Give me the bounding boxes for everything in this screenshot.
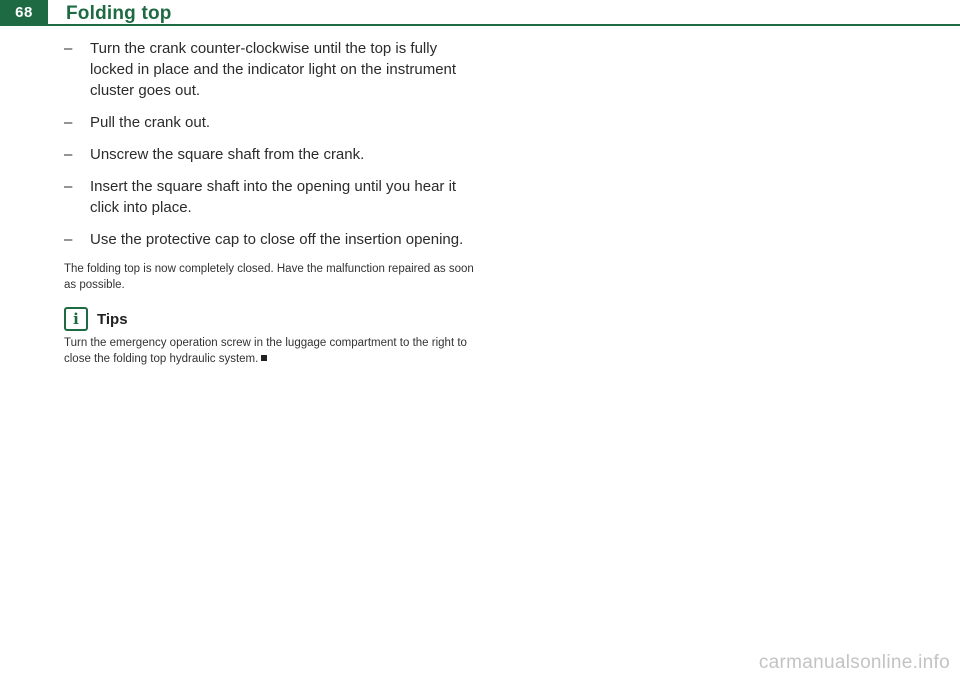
step-marker: – bbox=[64, 40, 73, 57]
steps-list bbox=[64, 38, 474, 250]
tips-text bbox=[64, 335, 474, 367]
step-item bbox=[64, 144, 474, 165]
step-item bbox=[64, 38, 474, 101]
closing-note: The folding top is now completely closed. Have the malfunction repaired as soon as possible. bbox=[64, 263, 474, 291]
step-text: Turn the crank counter-clockwise until the top is fully locked in place and the indicator light on the instrument cluster goes out. bbox=[90, 40, 457, 99]
header-divider bbox=[48, 24, 960, 26]
info-icon: i bbox=[64, 307, 88, 331]
section-title: Folding top bbox=[66, 3, 172, 24]
step-text: Use the protective cap to close off the insertion opening. bbox=[90, 231, 464, 248]
step-marker: – bbox=[64, 178, 73, 195]
tips-title: Tips bbox=[97, 310, 128, 328]
tips-body: Turn the emergency operation screw in the luggage compartment to the right to close the folding top hydraulic system. bbox=[64, 337, 467, 365]
end-of-section-marker bbox=[261, 355, 267, 361]
step-text: Unscrew the square shaft from the crank. bbox=[90, 146, 365, 163]
step-marker: – bbox=[64, 114, 73, 131]
step-item bbox=[64, 112, 474, 133]
step-marker: – bbox=[64, 231, 73, 248]
step-item bbox=[64, 176, 474, 218]
watermark: carmanualsonline.info bbox=[758, 652, 950, 673]
tips-header bbox=[64, 307, 474, 331]
main-content bbox=[64, 38, 474, 367]
step-item bbox=[64, 229, 474, 250]
step-text: Insert the square shaft into the opening until you hear it click into place. bbox=[90, 178, 457, 216]
page-number-badge: 68 bbox=[0, 0, 48, 26]
step-text: Pull the crank out. bbox=[90, 114, 211, 131]
step-marker: – bbox=[64, 146, 73, 163]
